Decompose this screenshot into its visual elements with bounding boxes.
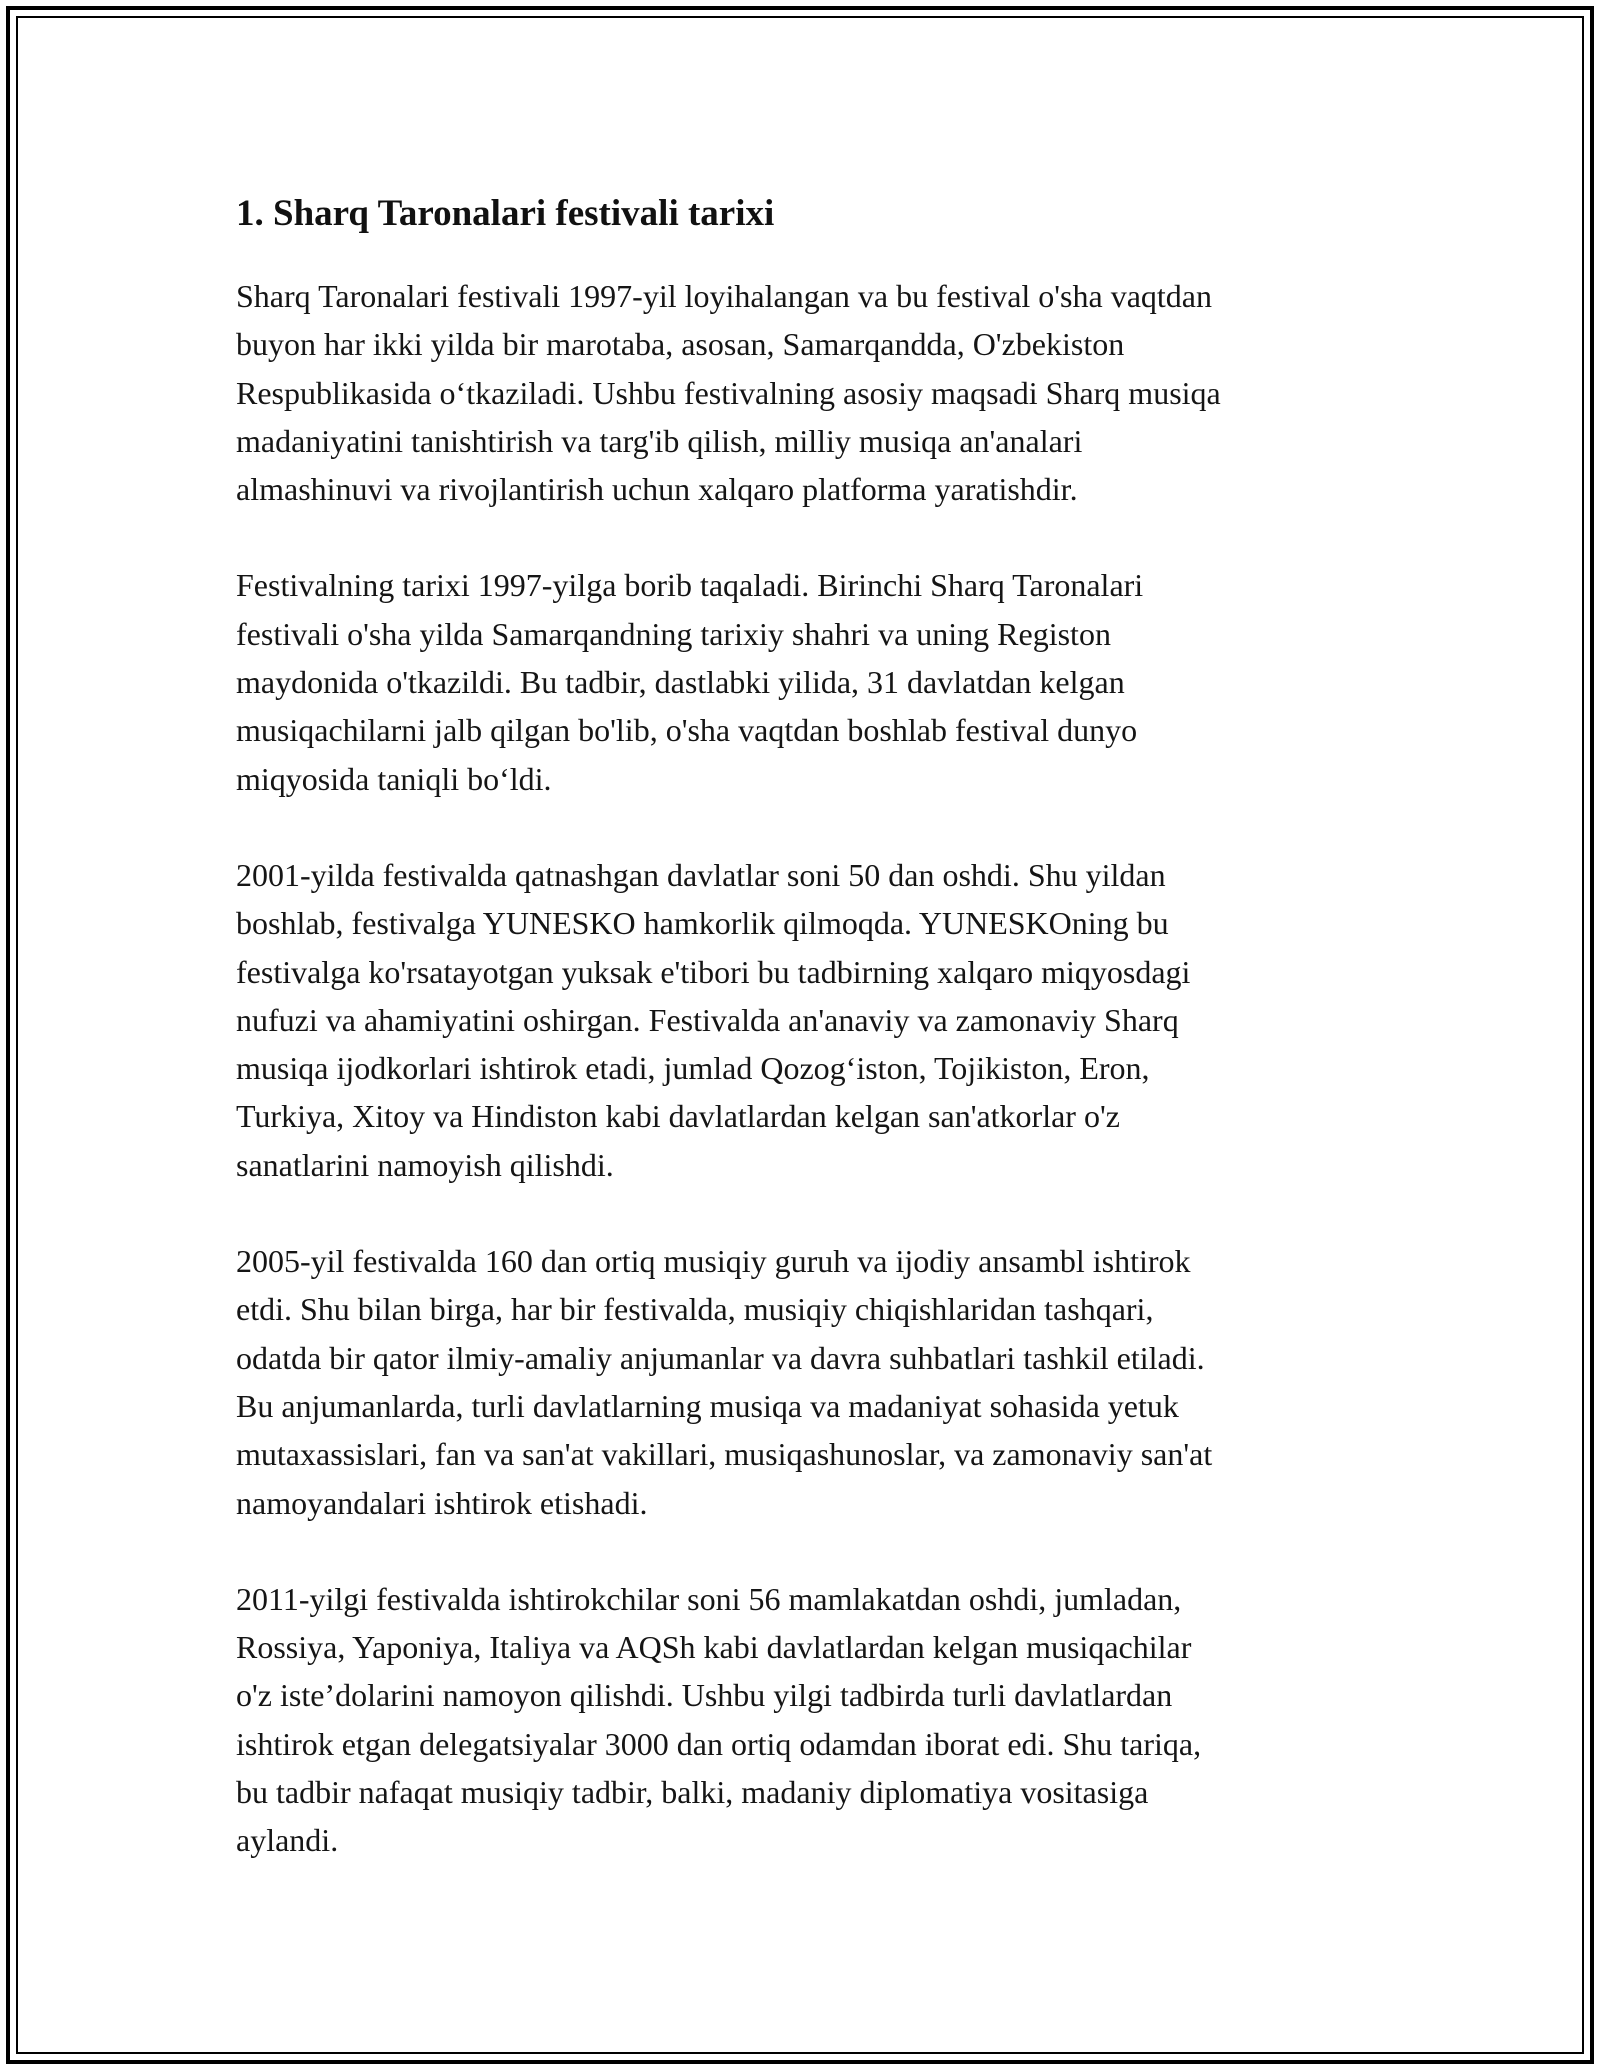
paragraph-line: nufuzi va ahamiyatini oshirgan. Festivalda an'anaviy va zamonaviy Sharq xyxy=(236,1001,1179,1038)
paragraph-line: boshlab, festivalga YUNESKO hamkorlik qilmoqda. YUNESKOning bu xyxy=(236,905,1169,942)
paragraph-line: etdi. Shu bilan birga, har bir festivalda, musiqiy chiqishlaridan tashqari, xyxy=(236,1291,1154,1328)
paragraph-line: mutaxassislari, fan va san'at vakillari, musiqashunoslar, va zamonaviy san'at xyxy=(236,1436,1213,1473)
paragraph-line: aylandi. xyxy=(236,1822,339,1859)
paragraph-line: Turkiya, Xitoy va Hindiston kabi davlatlardan kelgan san'atkorlar o'z xyxy=(236,1098,1120,1135)
paragraph-line: Respublikasida o‘tkaziladi. Ushbu festivalning asosiy maqsadi Sharq musiqa xyxy=(236,374,1221,411)
paragraph-line: 2005-yil festivalda 160 dan ortiq musiqiy guruh va ijodiy ansambl ishtirok xyxy=(236,1243,1191,1280)
paragraph-list xyxy=(236,272,1376,1865)
paragraph xyxy=(236,561,1376,802)
paragraph-line: Rossiya, Yaponiya, Italiya va AQSh kabi davlatlardan kelgan musiqachilar xyxy=(236,1629,1192,1666)
paragraph-line: Sharq Taronalari festivali 1997-yil loyihalangan va bu festival o'sha vaqtdan xyxy=(236,278,1212,314)
paragraph-line: odatda bir qator ilmiy-amaliy anjumanlar va davra suhbatlari tashkil etiladi. xyxy=(236,1339,1205,1376)
paragraph-line: festivalga ko'rsatayotgan yuksak e'tibori bu tadbirning xalqaro miqyosdagi xyxy=(236,953,1191,990)
paragraph-line: festivali o'sha yilda Samarqandning tarixiy shahri va uning Registon xyxy=(236,615,1111,652)
paragraph-line: maydonida o'tkazildi. Bu tadbir, dastlabki yilida, 31 davlatdan kelgan xyxy=(236,664,1125,701)
paragraph xyxy=(236,272,1376,513)
paragraph xyxy=(236,1237,1376,1527)
paragraph-line: namoyandalari ishtirok etishadi. xyxy=(236,1484,648,1521)
paragraph-line: musiqachilarni jalb qilgan bo'lib, o'sha vaqtdan boshlab festival dunyo xyxy=(236,712,1138,749)
document-body xyxy=(236,190,1376,1913)
paragraph-line: sanatlarini namoyish qilishdi. xyxy=(236,1146,614,1183)
paragraph xyxy=(236,1575,1376,1865)
paragraph-line: madaniyatini tanishtirish va targ'ib qilish, milliy musiqa an'analari xyxy=(236,422,1083,459)
paragraph-line: 2011-yilgi festivalda ishtirokchilar soni 56 mamlakatdan oshdi, jumladan, xyxy=(236,1580,1182,1617)
paragraph-line: almashinuvi va rivojlantirish uchun xalqaro platforma yaratishdir. xyxy=(236,471,1078,508)
paragraph-line: Festivalning tarixi 1997-yilga borib taqaladi. Birinchi Sharq Taronalari xyxy=(236,567,1144,604)
section-title: 1. Sharq Taronalari festivali tarixi xyxy=(236,193,775,234)
paragraph-line: Bu anjumanlarda, turli davlatlarning musiqa va madaniyat sohasida yetuk xyxy=(236,1387,1179,1424)
paragraph-line: 2001-yilda festivalda qatnashgan davlatlar soni 50 dan oshdi. Shu yildan xyxy=(236,856,1166,893)
paragraph-line: bu tadbir nafaqat musiqiy tadbir, balki, madaniy diplomatiya vositasiga xyxy=(236,1774,1149,1811)
paragraph-line: ishtirok etgan delegatsiyalar 3000 dan ortiq odamdan iborat edi. Shu tariqa, xyxy=(236,1725,1202,1762)
paragraph-line: miqyosida taniqli bo‘ldi. xyxy=(236,760,552,797)
paragraph-line: musiqa ijodkorlari ishtirok etadi, jumlad Qozog‘iston, Tojikiston, Eron, xyxy=(236,1050,1150,1087)
paragraph xyxy=(236,851,1376,1189)
paragraph-line: buyon har ikki yilda bir marotaba, asosan, Samarqandda, O'zbekiston xyxy=(236,326,1125,363)
paragraph-line: o'z iste’dolarini namoyon qilishdi. Ushbu yilgi tadbirda turli davlatlardan xyxy=(236,1677,1173,1714)
